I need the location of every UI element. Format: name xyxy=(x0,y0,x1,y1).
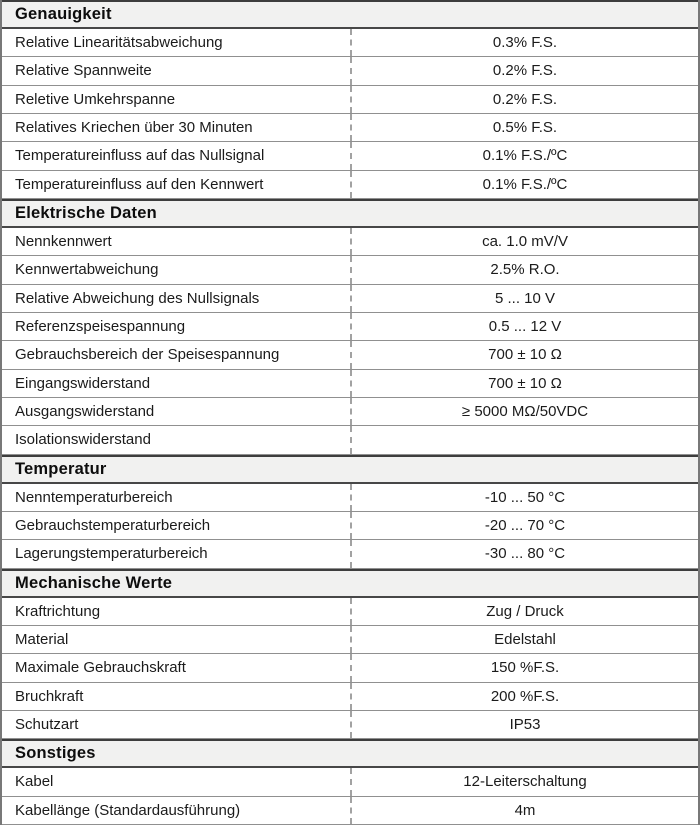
row-value: 0.1% F.S./ºC xyxy=(350,142,698,169)
spec-row xyxy=(2,256,698,284)
spec-row xyxy=(2,711,698,739)
row-label: Lagerungstemperaturbereich xyxy=(15,545,208,563)
row-value: 4m xyxy=(350,797,698,824)
row-value: ≥ 5000 MΩ/50VDC xyxy=(350,398,698,425)
row-value: ca. 1.0 mV/V xyxy=(350,228,698,255)
section-title: Elektrische Daten xyxy=(15,203,157,222)
spec-row xyxy=(2,29,698,57)
row-label: Isolationswiderstand xyxy=(15,431,151,449)
row-label: Nennkennwert xyxy=(15,233,112,251)
spec-row xyxy=(2,598,698,626)
row-label: Maximale Gebrauchskraft xyxy=(15,659,186,677)
spec-row xyxy=(2,484,698,512)
row-label: Kraftrichtung xyxy=(15,602,101,620)
row-label: Temperatureinfluss auf den Kennwert xyxy=(15,175,264,193)
row-value: -10 ... 50 °C xyxy=(350,484,698,511)
spec-row xyxy=(2,512,698,540)
row-label: Relative Spannweite xyxy=(15,62,152,80)
row-label: Temperatureinfluss auf das Nullsignal xyxy=(15,147,265,165)
row-label: Material xyxy=(15,631,69,649)
row-label: Schutzart xyxy=(15,716,79,734)
row-value: 700 ± 10 Ω xyxy=(350,341,698,368)
spec-row xyxy=(2,142,698,170)
row-value: 700 ± 10 Ω xyxy=(350,370,698,397)
row-value xyxy=(350,426,698,453)
row-value: 2.5% R.O. xyxy=(350,256,698,283)
spec-row xyxy=(2,370,698,398)
row-label: Referenzspeisespannung xyxy=(15,318,186,336)
section-header xyxy=(2,199,698,228)
row-label: Eingangswiderstand xyxy=(15,374,151,392)
spec-row xyxy=(2,797,698,825)
row-value: -20 ... 70 °C xyxy=(350,512,698,539)
spec-row xyxy=(2,313,698,341)
row-label: Bruchkraft xyxy=(15,687,84,705)
spec-row xyxy=(2,654,698,682)
spec-row xyxy=(2,114,698,142)
row-label: Kabellänge (Standardausführung) xyxy=(15,801,241,819)
row-label: Relatives Kriechen über 30 Minuten xyxy=(15,119,253,137)
section-header xyxy=(2,0,698,29)
row-label: Reletive Umkehrspanne xyxy=(15,90,176,108)
spec-row xyxy=(2,171,698,199)
row-label: Ausgangswiderstand xyxy=(15,403,155,421)
row-value: 0.1% F.S./ºC xyxy=(350,171,698,198)
row-label: Relative Abweichung des Nullsignals xyxy=(15,289,260,307)
spec-row xyxy=(2,86,698,114)
spec-row xyxy=(2,683,698,711)
section-title: Genauigkeit xyxy=(15,5,112,23)
row-value: IP53 xyxy=(350,711,698,738)
section-header xyxy=(2,455,698,484)
spec-row xyxy=(2,57,698,85)
row-label: Kabel xyxy=(15,773,54,791)
row-value: 150 %F.S. xyxy=(350,654,698,681)
section-title: Sonstiges xyxy=(15,744,96,763)
row-label: Gebrauchsbereich der Speisespannung xyxy=(15,346,280,364)
spec-row xyxy=(2,540,698,568)
section-header xyxy=(2,739,698,768)
spec-row xyxy=(2,426,698,454)
row-label: Nenntemperaturbereich xyxy=(15,488,173,506)
section-title: Temperatur xyxy=(15,459,107,478)
spec-row xyxy=(2,768,698,796)
row-value: 0.3% F.S. xyxy=(350,29,698,56)
spec-row xyxy=(2,285,698,313)
row-value: 0.2% F.S. xyxy=(350,57,698,84)
row-value: 5 ... 10 V xyxy=(350,285,698,312)
spec-row xyxy=(2,341,698,369)
spec-row xyxy=(2,626,698,654)
section-title: Mechanische Werte xyxy=(15,573,173,592)
row-value: Zug / Druck xyxy=(350,598,698,625)
row-value: 0.2% F.S. xyxy=(350,86,698,113)
row-label: Relative Linearitätsabweichung xyxy=(15,34,223,52)
row-label: Gebrauchstemperaturbereich xyxy=(15,517,211,535)
spec-row xyxy=(2,228,698,256)
row-value: 0.5 ... 12 V xyxy=(350,313,698,340)
row-value: 200 %F.S. xyxy=(350,683,698,710)
row-value: 12-Leiterschaltung xyxy=(350,768,698,795)
section-header xyxy=(2,569,698,598)
row-value: Edelstahl xyxy=(350,626,698,653)
row-value: 0.5% F.S. xyxy=(350,114,698,141)
spec-row xyxy=(2,398,698,426)
row-label: Kennwertabweichung xyxy=(15,261,159,279)
row-value: -30 ... 80 °C xyxy=(350,540,698,567)
